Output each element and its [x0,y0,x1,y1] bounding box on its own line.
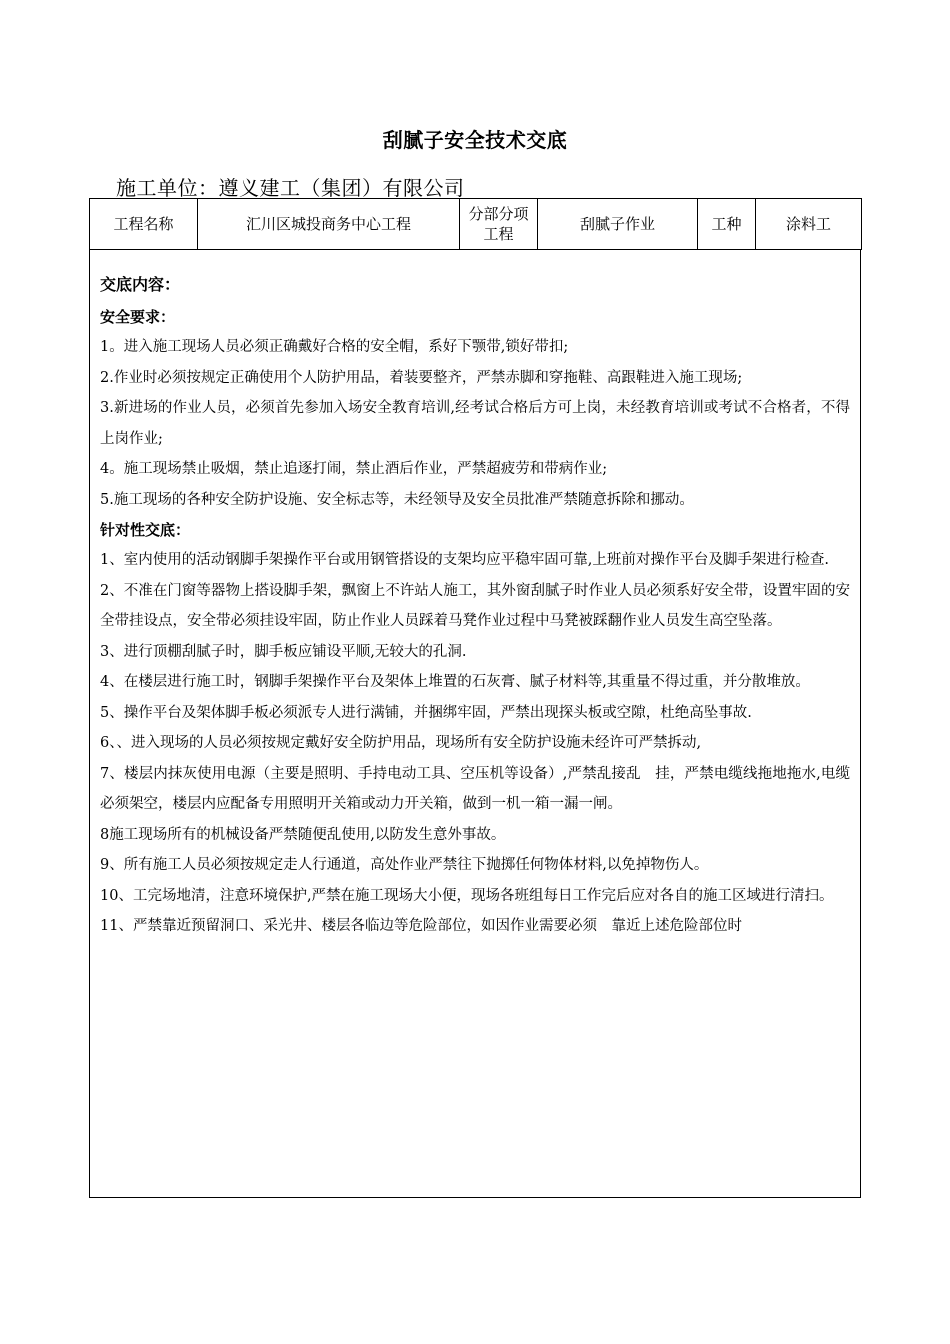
disclosure-content [89,250,861,1198]
specific-item: 7、楼层内抹灰使用电源（主要是照明、手持电动工具、空压机等设备）,严禁乱接乱 挂，严禁电缆线拖地拖水,电缆必须架空，楼层内应配备专用照明开关箱或动力开关箱，做到一机一箱一漏一闸。 [100,765,850,812]
specific-item: 2、不准在门窗等器物上搭设脚手架，飘窗上不许站人施工，其外窗刮腻子时作业人员必须系好安全带，设置牢固的安全带挂设点，安全带必须挂设牢固，防止作业人员踩着马凳作业过程中马凳被踩翻作业人员发生高空坠落。 [100,582,850,629]
safety-item: 1。进入施工现场人员必须正确戴好合格的安全帽，系好下颚带,锁好带扣; [100,339,569,355]
project-name-label: 工程名称 [90,199,198,250]
trade-label: 工种 [698,199,756,250]
subitem-label: 分部分项工程 [460,199,538,250]
safety-item: 5.施工现场的各种安全防护设施、安全标志等，未经领导及安全员批准严禁随意拆除和挪动。 [100,491,694,508]
project-info-row [90,199,862,250]
safety-heading: 安全要求： [100,308,176,326]
specific-item: 3、进行顶棚刮腻子时，脚手板应铺设平顺,无较大的孔洞. [100,643,467,660]
safety-item: 2.作业时必须按规定正确使用个人防护用品，着装要整齐，严禁赤脚和穿拖鞋、高跟鞋进入施工现场; [100,369,743,386]
content-heading: 交底内容： [100,275,181,294]
project-info-table [89,198,862,250]
specific-item: 6、、进入现场的人员必须按规定戴好安全防护用品，现场所有安全防护设施未经许可严禁拆动, [100,735,702,751]
safety-item: 4。施工现场禁止吸烟，禁止追逐打闹，禁止酒后作业，严禁超疲劳和带病作业; [100,461,608,477]
project-name-value: 汇川区城投商务中心工程 [198,199,460,250]
specific-item: 1、室内使用的活动钢脚手架操作平台或用钢管搭设的支架均应平稳牢固可靠,上班前对操作平台及脚手架进行检查. [100,552,829,568]
specific-item: 4、在楼层进行施工时，钢脚手架操作平台及架体上堆置的石灰膏、腻子材料等,其重量不得过重，并分散堆放。 [100,674,810,690]
specific-list [100,545,850,942]
trade-value: 涂料工 [756,199,862,250]
specific-item: 8施工现场所有的机械设备严禁随便乱使用,以防发生意外事故。 [100,826,506,843]
specific-heading: 针对性交底： [100,521,191,539]
specific-item: 5、操作平台及架体脚手板必须派专人进行满铺，并捆绑牢固，严禁出现探头板或空隙，杜绝高坠事故. [100,704,752,721]
specific-item: 9、所有施工人员必须按规定走人行通道，高处作业严禁往下抛掷任何物体材料,以免掉物伤人。 [100,857,709,873]
safety-item: 3.新进场的作业人员，必须首先参加入场安全教育培训,经考试合格后方可上岗，未经教育培训或考试不合格者，不得上岗作业; [100,400,850,447]
specific-item: 11、严禁靠近预留洞口、采光井、楼层各临边等危险部位，如因作业需要必须 靠近上述危险部位时 [100,918,742,934]
safety-list [100,332,850,515]
document-title: 刮腻子安全技术交底 [382,128,568,152]
subitem-value: 刮腻子作业 [538,199,698,250]
specific-item: 10、工完场地清，注意环境保护,严禁在施工现场大小便，现场各班组每日工作完后应对各自的施工区域进行清扫。 [100,887,834,904]
construction-unit-line: 施工单位：遵义建工（集团）有限公司 [116,176,465,200]
